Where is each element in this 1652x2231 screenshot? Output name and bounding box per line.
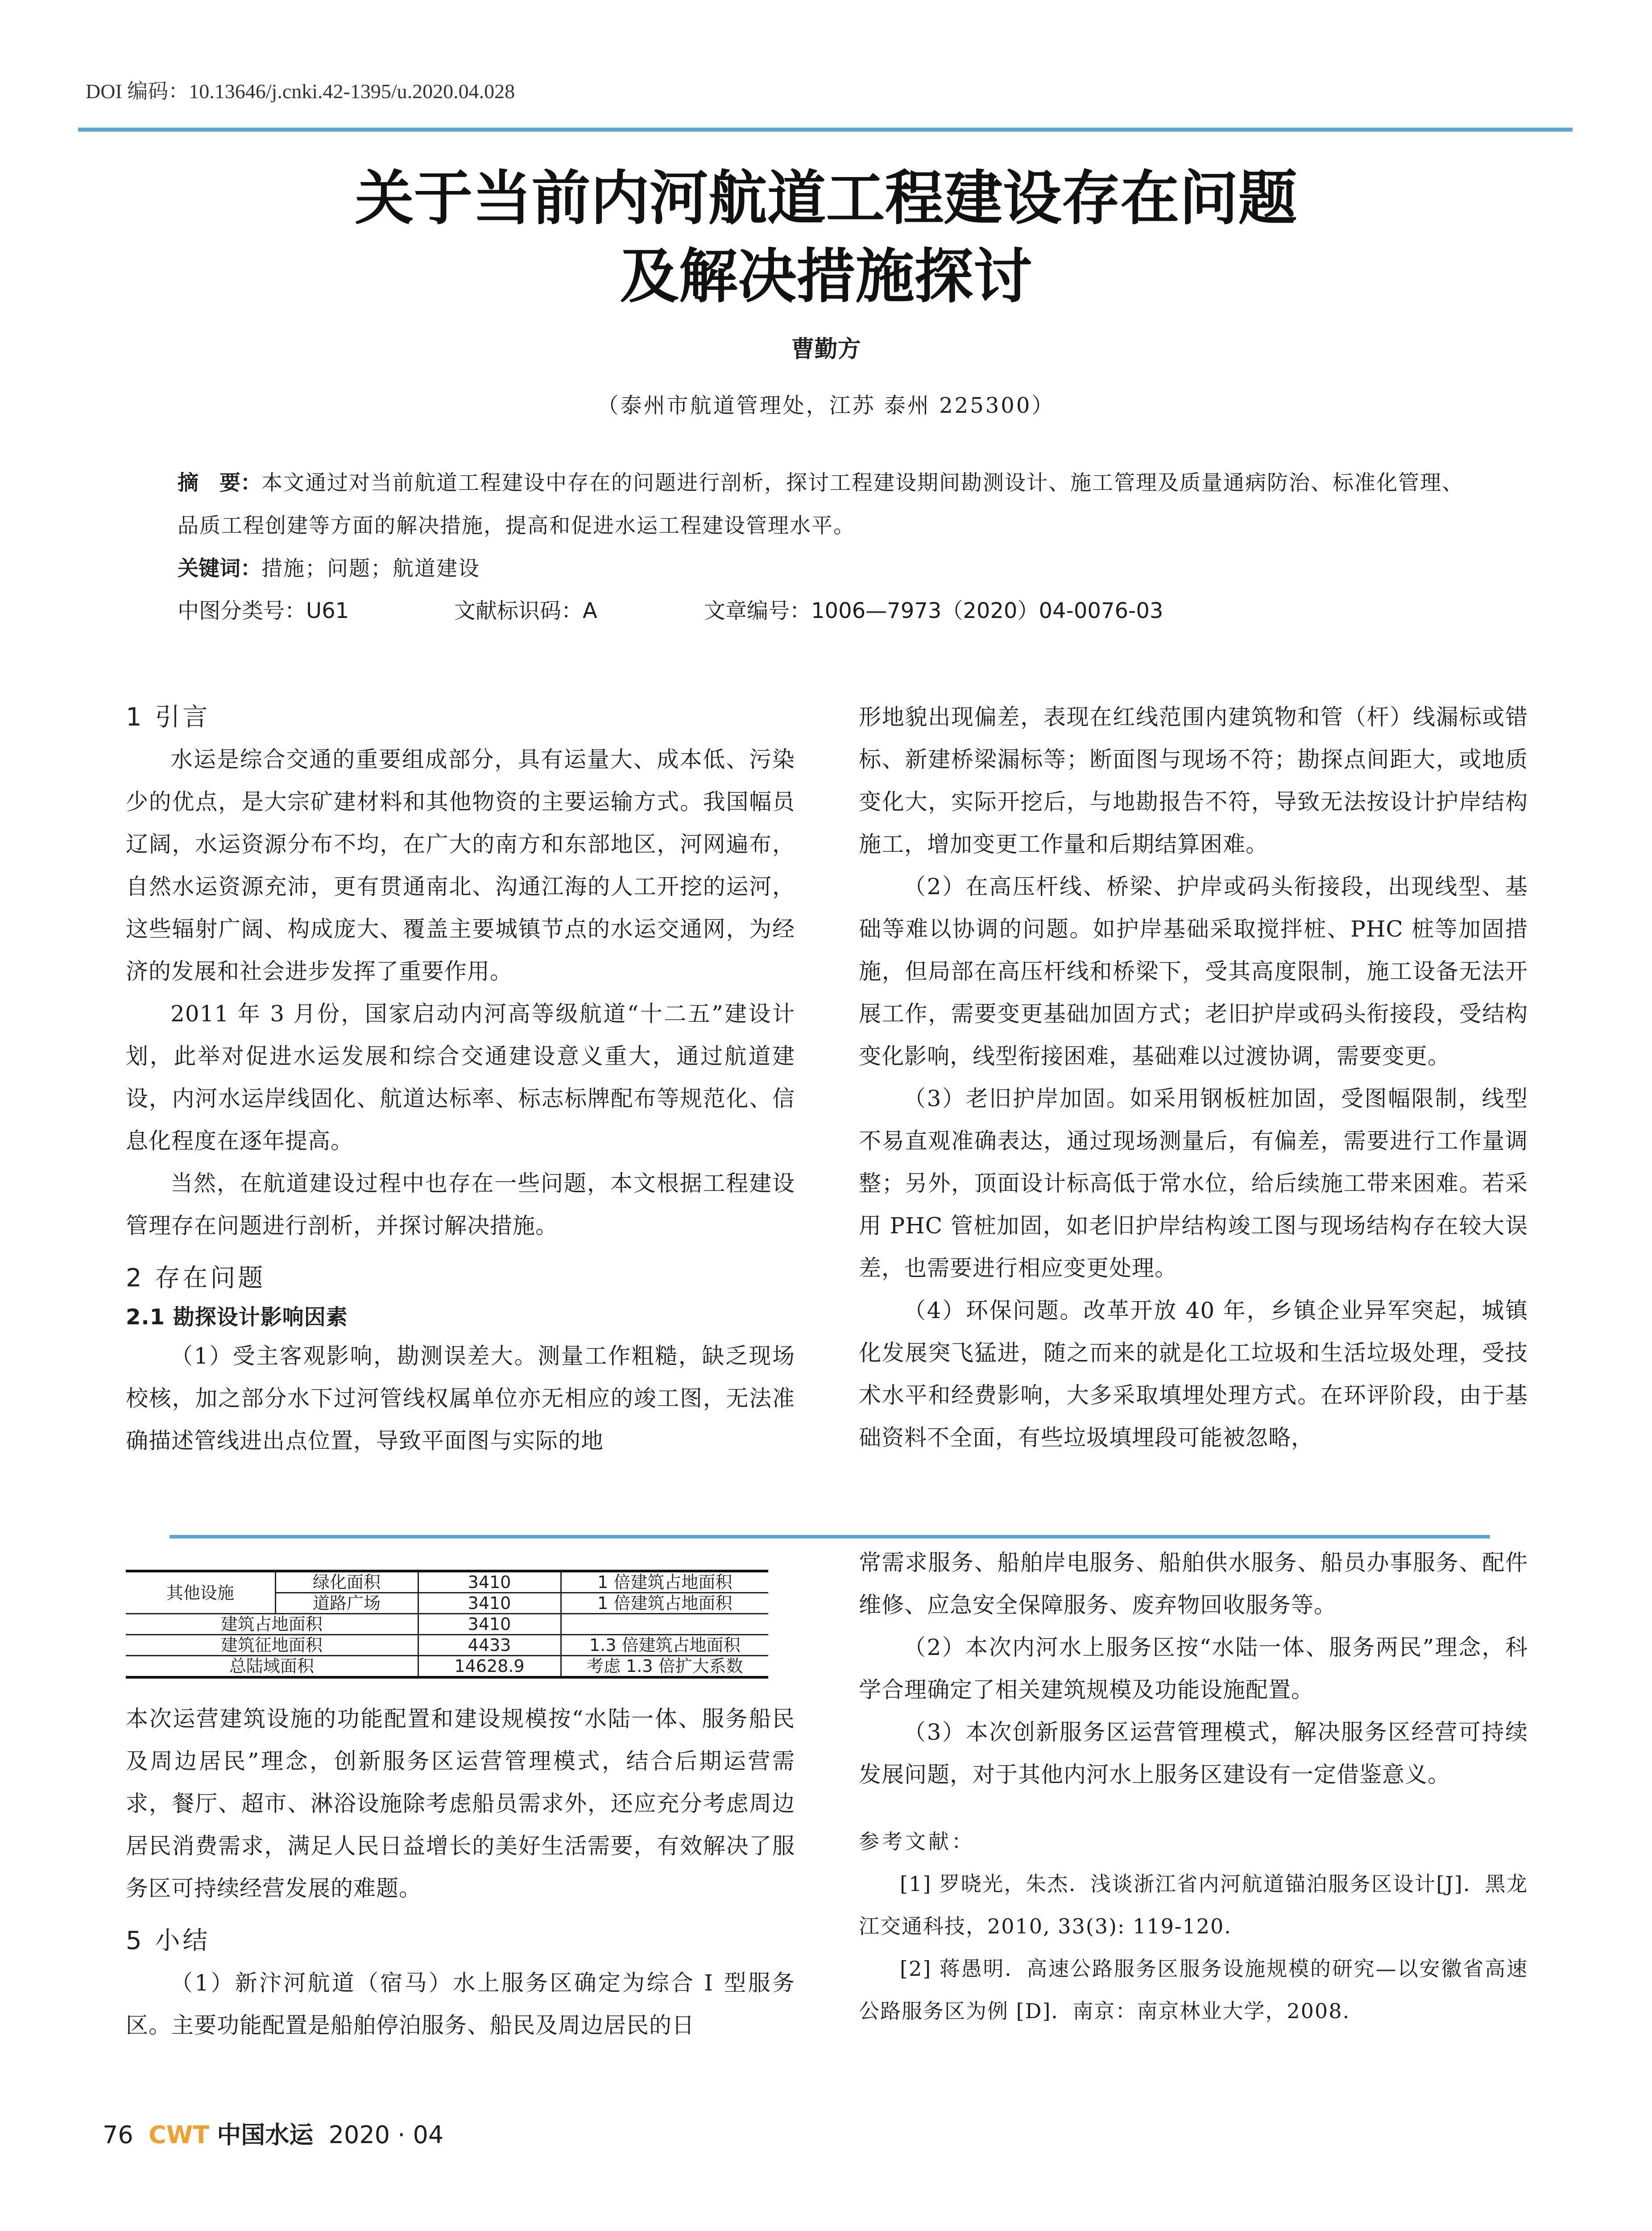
paragraph: （1）受主客观影响，勘测误差大。测量工作粗糙，缺乏现场校核，加之部分水下过河管线权属单位亦无相应的竣工图，无法准确描述管线进出点位置，导致平面图与实际的地: [126, 1343, 795, 1454]
section-divider: [170, 1535, 1490, 1538]
article-title-line-2: 及解决措施探讨: [620, 242, 1032, 311]
article-number: 文章编号：1006—7973（2020）04-0076-03: [704, 598, 1163, 623]
table-cell-value: 14628.9: [418, 1656, 561, 1678]
paragraph: （1）新汴河航道（宿马）水上服务区确定为综合 Ⅰ 型服务区。主要功能配置是船舶停泊服务、船民及周边居民的日: [126, 1970, 795, 2038]
paragraph: 当然，在航道建设过程中也存在一些问题，本文根据工程建设管理存在问题进行剖析，并探讨解决措施。: [126, 1170, 795, 1239]
table-cell-note: [561, 1614, 768, 1635]
table-cell-value: 3410: [418, 1571, 561, 1593]
journal-name: 中国水运: [217, 2120, 314, 2149]
left-column-lower: [126, 1698, 795, 2047]
paragraph: （3）老旧护岸加固。如采用钢板桩加固，受图幅限制，线型不易直观准确表达，通过现场测量后，有偏差，需要进行工作量调整；另外，顶面设计标高低于常水位，给后续施工带来困难。若采用 PHC 管桩加固，如老旧护岸结构竣工图与现场结构存在较大误差，也需要进行相应变更处理。: [859, 1086, 1528, 1281]
right-column-upper: [859, 696, 1528, 1459]
paragraph: 本次运营建筑设施的功能配置和建设规模按“水陆一体、服务船民及周边居民”理念，创新服务区运营管理模式，结合后期运营需求，餐厅、超市、淋浴设施除考虑船员需求外，还应充分考虑周边居民消费需求，满足人民日益增长的美好生活需要，有效解决了服务区可持续经营发展的难题。: [126, 1706, 795, 1901]
references-heading: 参考文献：: [859, 1829, 975, 1854]
keywords: [178, 547, 1485, 590]
author-affiliation: （泰州市航道管理处，江苏 泰州 225300）: [597, 393, 1055, 418]
article-title-line-1: 关于当前内河航道工程建设存在问题: [355, 164, 1297, 233]
table-cell-name: 建筑占地面积: [126, 1614, 418, 1635]
paragraph: （3）本次创新服务区运营管理模式，解决服务区经营可持续发展问题，对于其他内河水上服务区建设有一定借鉴意义。: [859, 1719, 1528, 1787]
table-cell-value: 3410: [418, 1614, 561, 1635]
table-row: [126, 1571, 768, 1593]
reference-item: [1] 罗晓光，朱杰．浅谈浙江省内河航道锚泊服务区设计[J]．黑龙江交通科技，2010, 33(3): 119-120.: [859, 1872, 1528, 1938]
paragraph: （2）本次内河水上服务区按“水陆一体、服务两民”理念，科学合理确定了相关建筑规模及功能设施配置。: [859, 1634, 1528, 1703]
table-row: [126, 1656, 768, 1678]
table-cell-note: 考虑 1.3 倍扩大系数: [561, 1656, 768, 1678]
page-footer: [103, 2116, 443, 2150]
paragraph: 水运是综合交通的重要组成部分，具有运量大、成本低、污染少的优点，是大宗矿建材料和其他物资的主要运输方式。我国幅员辽阔，水运资源分布不均，在广大的南方和东部地区，河网遍布，自然水运资源充沛，更有贯通南北、沟通江海的人工开挖的运河，这些辐射广阔、构成庞大、覆盖主要城镇节点的水运交通网，为经济的发展和社会进步发挥了重要作用。: [126, 746, 795, 984]
abstract-label: 摘 要：: [178, 471, 261, 495]
paragraph: （2）在高压杆线、桥梁、护岸或码头衔接段，出现线型、基础等难以协调的问题。如护岸基础采取搅拌桩、PHC 桩等加固措施，但局部在高压杆线和桥梁下，受其高度限制，施工设备无法开展工作，需要变更基础加固方式；老旧护岸或码头衔接段，受结构变化影响，线型衔接困难，基础难以过渡协调，需要变更。: [859, 874, 1528, 1069]
page-number: 76: [103, 2121, 133, 2149]
facilities-table: [126, 1570, 768, 1679]
paragraph: 形地貌出现偏差，表现在红线范围内建筑物和管（杆）线漏标或错标、新建桥梁漏标等；断面图与现场不符；勘探点间距大，或地质变化大，实际开挖后，与地勘报告不符，导致无法按设计护岸结构施工，增加变更工作量和后期结算困难。: [859, 704, 1528, 857]
header-rule: [78, 128, 1573, 132]
abstract-text: 本文通过对当前航道工程建设中存在的问题进行剖析，探讨工程建设期间勘测设计、施工管理及质量通病防治、标准化管理、品质工程创建等方面的解决措施，提高和促进水运工程建设管理水平。: [178, 471, 1464, 538]
table-cell-name: 总陆域面积: [126, 1656, 418, 1678]
table-cell-note: 1.3 倍建筑占地面积: [561, 1635, 768, 1656]
journal-logo-cwt: CWT: [149, 2121, 210, 2149]
clc-number: 中图分类号：U61: [178, 598, 349, 623]
abstract: [178, 462, 1485, 547]
section-heading-intro: 1 引言: [126, 703, 211, 732]
table-group-cell: 其他设施: [126, 1571, 275, 1614]
keywords-text: 措施；问题；航道建设: [261, 556, 480, 581]
table-row: [126, 1614, 768, 1635]
doi-line: DOI 编码：10.13646/j.cnki.42-1395/u.2020.04.028: [86, 80, 515, 103]
table-cell-note: 1 倍建筑占地面积: [561, 1593, 768, 1614]
author-name: 曹勤方: [791, 336, 861, 363]
table-cell-value: 3410: [418, 1593, 561, 1614]
section-heading-problems: 2 存在问题: [126, 1264, 266, 1293]
abstract-block: [178, 462, 1485, 590]
keywords-label: 关键词：: [178, 556, 261, 581]
table-row: [126, 1635, 768, 1656]
paragraph: 常需求服务、船舶岸电服务、船舶供水服务、船员办事服务、配件维修、应急安全保障服务、废弃物回收服务等。: [859, 1550, 1528, 1618]
table-cell-note: 1 倍建筑占地面积: [561, 1571, 768, 1593]
paragraph: 2011 年 3 月份，国家启动内河高等级航道“十二五”建设计划，此举对促进水运发展和综合交通建设意义重大，通过航道建设，内河水运岸线固化、航道达标率、标志标牌配布等规范化、信息化程度在逐年提高。: [126, 1001, 795, 1154]
issue-number: 2020 · 04: [328, 2121, 444, 2149]
table-cell-name: 建筑征地面积: [126, 1635, 418, 1656]
paragraph: （4）环保问题。改革开放 40 年，乡镇企业异军突起，城镇化发展突飞猛进，随之而来的就是化工垃圾和生活垃圾处理，受技术水平和经费影响，大多采取填埋处理方式。在环评阶段，由于基础资料不全面，有些垃圾填埋段可能被忽略，: [859, 1298, 1528, 1451]
document-code: 文献标识码：A: [454, 598, 597, 623]
reference-item: [2] 蒋愚明．高速公路服务区服务设施规模的研究—以安徽省高速公路服务区为例 [D]．南京：南京林业大学，2008.: [859, 1957, 1528, 2023]
classification-line: [178, 593, 1163, 624]
right-column-lower: [859, 1542, 1528, 2032]
table-cell-value: 4433: [418, 1635, 561, 1656]
section-heading-summary: 5 小结: [126, 1926, 211, 1955]
facilities-table-wrap: [126, 1570, 768, 1679]
subsection-heading-survey: 2.1 勘探设计影响因素: [126, 1305, 348, 1330]
table-cell-name: 绿化面积: [275, 1571, 418, 1593]
table-cell-name: 道路广场: [275, 1593, 418, 1614]
left-column-upper: [126, 696, 795, 1462]
